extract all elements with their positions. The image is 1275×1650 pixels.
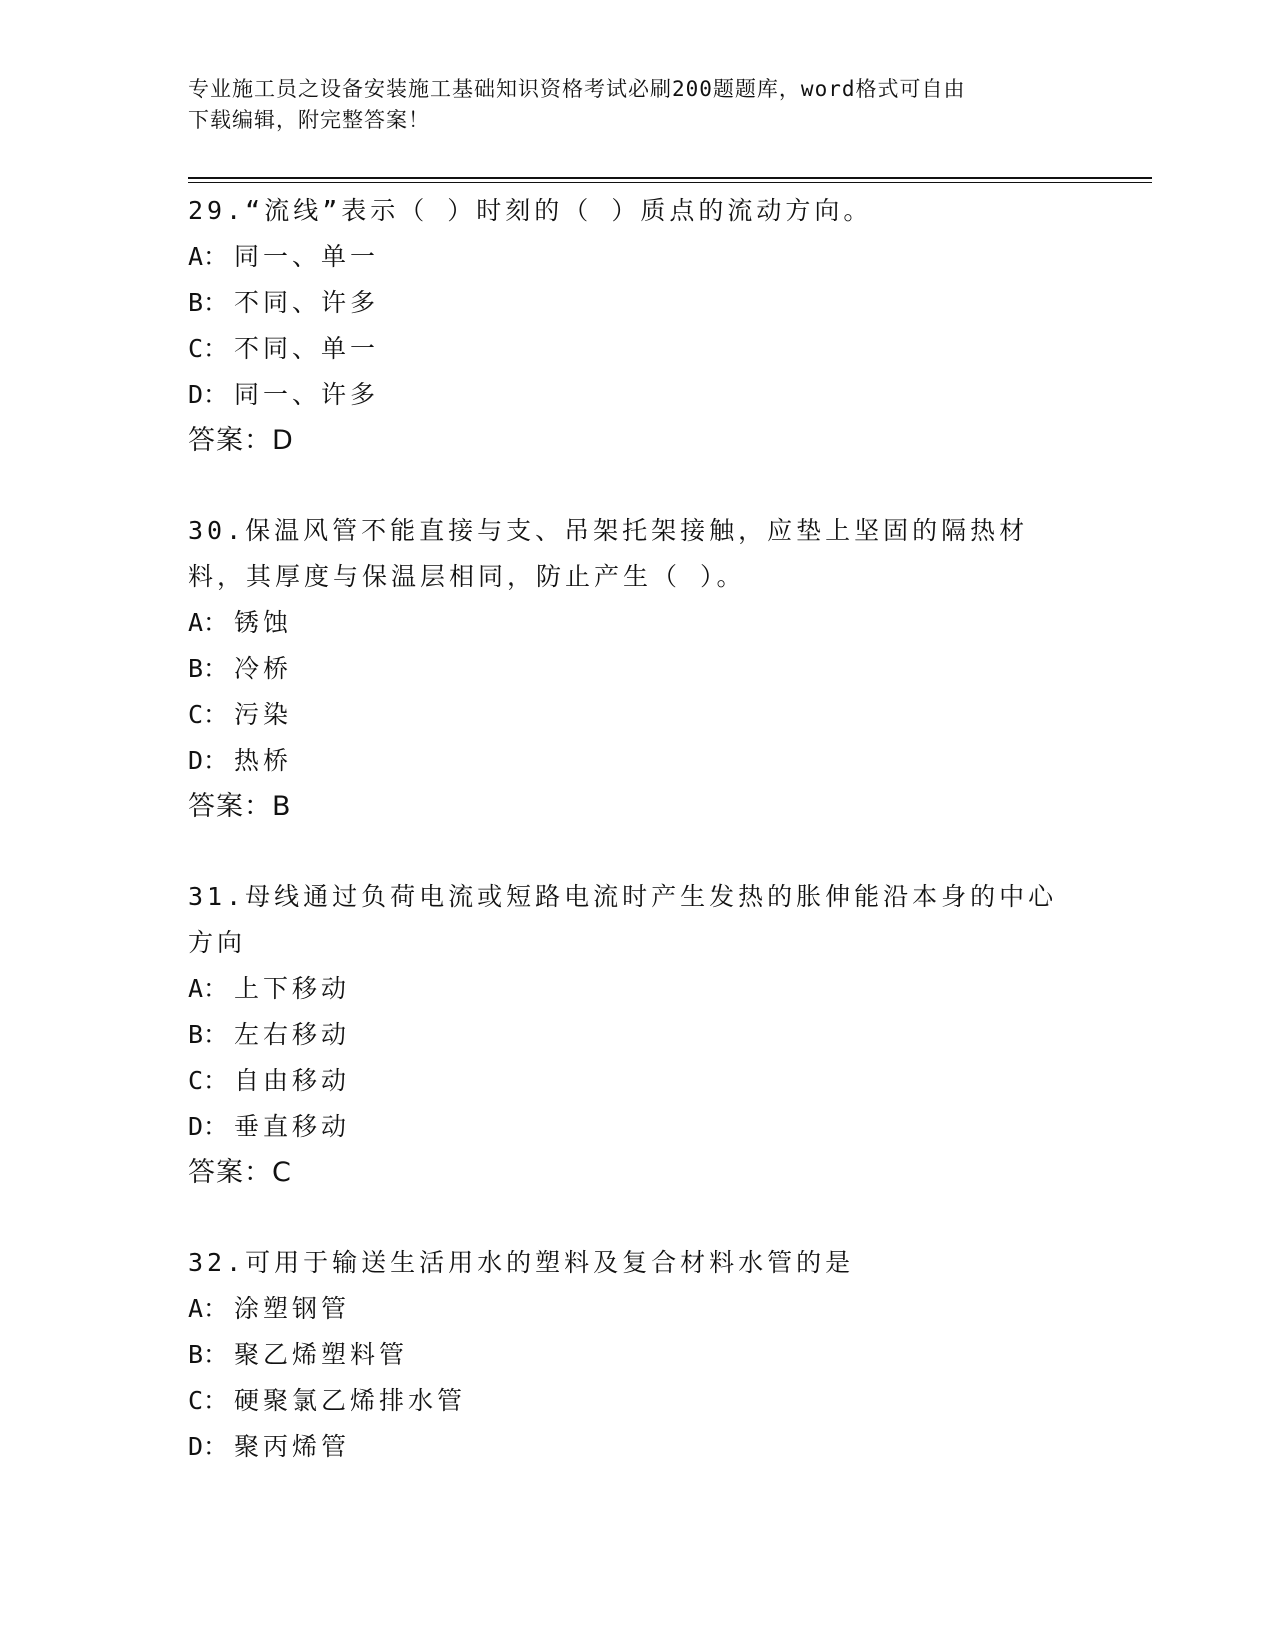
option-a xyxy=(188,966,1088,1012)
question-stem: 29.“流线”表示（ ）时刻的（ ）质点的流动方向。 xyxy=(188,196,873,225)
header-divider-thick xyxy=(188,177,1152,179)
option-text: 左右移动 xyxy=(234,1020,351,1049)
option-c xyxy=(188,1378,1088,1424)
answer-line: 答案：D xyxy=(188,425,294,456)
option-text: 涂塑钢管 xyxy=(234,1294,351,1323)
option-key: A： xyxy=(188,974,229,1003)
option-text: 上下移动 xyxy=(234,974,351,1003)
question-stem: 32.可用于输送生活用水的塑料及复合材料水管的是 xyxy=(188,1248,855,1277)
option-b xyxy=(188,1012,1088,1058)
document-header xyxy=(188,74,1068,136)
header-line-2: 下载编辑，附完整答案！ xyxy=(188,108,430,132)
option-key: B： xyxy=(188,654,229,683)
question-29 xyxy=(188,188,1088,464)
option-key: D： xyxy=(188,746,229,775)
question-31 xyxy=(188,874,1088,1196)
option-text: 聚丙烯管 xyxy=(234,1432,351,1461)
option-key: A： xyxy=(188,1294,229,1323)
option-a xyxy=(188,600,1088,646)
option-text: 污染 xyxy=(234,700,293,729)
option-text: 锈蚀 xyxy=(234,608,293,637)
option-text: 同一、单一 xyxy=(234,242,380,271)
header-divider-thin xyxy=(188,182,1152,183)
question-30 xyxy=(188,508,1088,830)
option-b xyxy=(188,646,1088,692)
option-key: C： xyxy=(188,1386,229,1415)
option-text: 不同、许多 xyxy=(234,288,380,317)
answer-line: 答案：B xyxy=(188,791,292,822)
option-key: A： xyxy=(188,242,229,271)
question-stem: 30.保温风管不能直接与支、吊架托架接触，应垫上坚固的隔热材料，其厚度与保温层相同，防止产生（ ）。 xyxy=(188,516,1029,591)
option-text: 垂直移动 xyxy=(234,1112,351,1141)
option-text: 冷桥 xyxy=(234,654,293,683)
question-stem: 31.母线通过负荷电流或短路电流时产生发热的胀伸能沿本身的中心方向 xyxy=(188,882,1058,957)
option-text: 硬聚氯乙烯排水管 xyxy=(234,1386,467,1415)
option-text: 聚乙烯塑料管 xyxy=(234,1340,409,1369)
option-c xyxy=(188,1058,1088,1104)
option-key: C： xyxy=(188,700,229,729)
answer-line: 答案：C xyxy=(188,1157,292,1188)
option-d xyxy=(188,1424,1088,1470)
option-text: 自由移动 xyxy=(234,1066,351,1095)
option-d xyxy=(188,738,1088,784)
option-c xyxy=(188,326,1088,372)
option-text: 同一、许多 xyxy=(234,380,380,409)
option-key: A： xyxy=(188,608,229,637)
option-b xyxy=(188,1332,1088,1378)
option-c xyxy=(188,692,1088,738)
option-a xyxy=(188,234,1088,280)
question-list xyxy=(188,188,1088,1514)
option-key: C： xyxy=(188,1066,229,1095)
question-32 xyxy=(188,1240,1088,1470)
option-a xyxy=(188,1286,1088,1332)
option-key: B： xyxy=(188,288,229,317)
option-b xyxy=(188,280,1088,326)
option-key: D： xyxy=(188,1112,229,1141)
option-d xyxy=(188,1104,1088,1150)
option-key: B： xyxy=(188,1340,229,1369)
option-text: 不同、单一 xyxy=(234,334,380,363)
option-key: D： xyxy=(188,380,229,409)
option-key: C： xyxy=(188,334,229,363)
header-line-1: 专业施工员之设备安装施工基础知识资格考试必刷200题题库，word格式可自由 xyxy=(188,77,966,101)
option-d xyxy=(188,372,1088,418)
option-text: 热桥 xyxy=(234,746,293,775)
option-key: D： xyxy=(188,1432,229,1461)
option-key: B： xyxy=(188,1020,229,1049)
